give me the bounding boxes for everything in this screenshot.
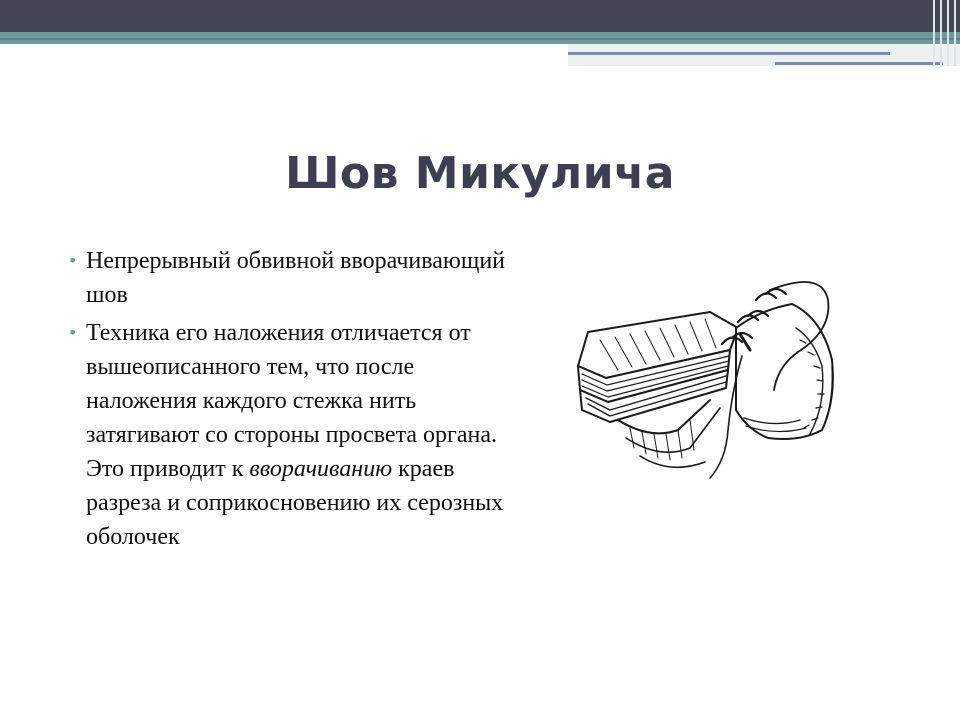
bullet-item xyxy=(68,244,518,312)
intestinal-suture-illustration xyxy=(560,270,860,495)
header-stripe xyxy=(933,0,935,66)
header-stripe xyxy=(954,0,956,66)
bullet-text: Непрерывный обвивной вворачивающий шов xyxy=(86,248,506,308)
header-dark-band xyxy=(0,0,960,32)
bullet-text-part: Техника его наложения отличается от вышеописанного тем, что после наложения каждого стежка нить затягивают со стороны просвета органа. Это приводит к xyxy=(86,320,497,482)
bullet-item xyxy=(68,316,518,554)
header-accent-line-short xyxy=(775,62,943,65)
bullet-text-part: краев разреза и соприкосновению их серозных оболочек xyxy=(86,456,504,550)
bullet-emphasis: вворачиванию xyxy=(249,456,393,482)
header-stripe xyxy=(940,0,942,66)
bullet-text xyxy=(86,320,503,550)
header-accent-line-long xyxy=(568,52,890,55)
bullet-list xyxy=(68,244,518,558)
header-stripe xyxy=(947,0,949,66)
header-teal-line xyxy=(0,38,960,40)
bullet-dot-icon: • xyxy=(68,323,78,342)
slide-title: Шов Микулича xyxy=(285,148,675,199)
bullet-dot-icon: • xyxy=(68,251,78,270)
